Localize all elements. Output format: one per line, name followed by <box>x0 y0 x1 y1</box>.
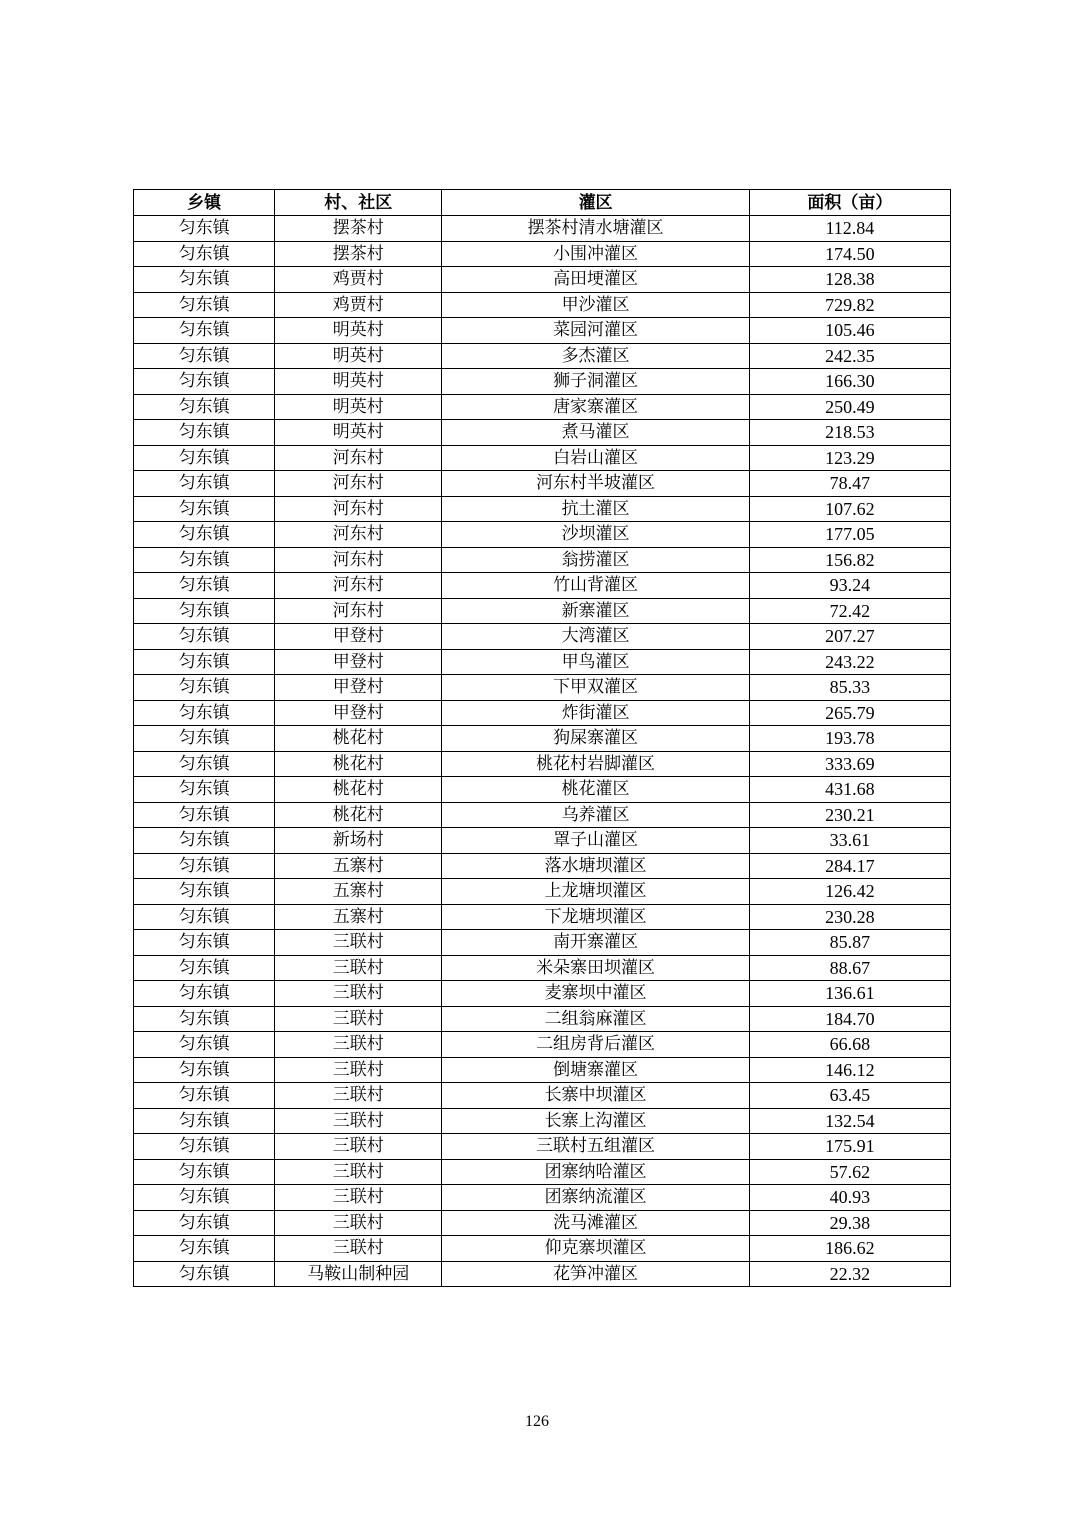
cell-irrigation-area: 白岩山灌区 <box>442 445 749 471</box>
table-row <box>134 777 951 803</box>
cell-township: 匀东镇 <box>134 1236 275 1262</box>
table-row <box>134 879 951 905</box>
cell-irrigation-area: 上龙塘坝灌区 <box>442 879 749 905</box>
table-row <box>134 1261 951 1287</box>
cell-township: 匀东镇 <box>134 981 275 1007</box>
table-row <box>134 1236 951 1262</box>
table-row <box>134 904 951 930</box>
cell-township: 匀东镇 <box>134 292 275 318</box>
cell-area-mu: 136.61 <box>749 981 950 1007</box>
cell-village: 甲登村 <box>275 675 442 701</box>
cell-village: 明英村 <box>275 343 442 369</box>
cell-township: 匀东镇 <box>134 1083 275 1109</box>
cell-village: 五寨村 <box>275 879 442 905</box>
cell-township: 匀东镇 <box>134 394 275 420</box>
table-body <box>134 216 951 1287</box>
cell-irrigation-area: 高田埂灌区 <box>442 267 749 293</box>
cell-township: 匀东镇 <box>134 1210 275 1236</box>
cell-irrigation-area: 抗土灌区 <box>442 496 749 522</box>
cell-irrigation-area: 小围冲灌区 <box>442 241 749 267</box>
cell-area-mu: 72.42 <box>749 598 950 624</box>
cell-area-mu: 29.38 <box>749 1210 950 1236</box>
cell-area-mu: 105.46 <box>749 318 950 344</box>
cell-township: 匀东镇 <box>134 318 275 344</box>
cell-area-mu: 107.62 <box>749 496 950 522</box>
cell-irrigation-area: 下龙塘坝灌区 <box>442 904 749 930</box>
table-row <box>134 751 951 777</box>
cell-township: 匀东镇 <box>134 649 275 675</box>
cell-township: 匀东镇 <box>134 930 275 956</box>
cell-village: 明英村 <box>275 420 442 446</box>
cell-village: 三联村 <box>275 1210 442 1236</box>
cell-area-mu: 186.62 <box>749 1236 950 1262</box>
cell-township: 匀东镇 <box>134 573 275 599</box>
cell-township: 匀东镇 <box>134 241 275 267</box>
cell-township: 匀东镇 <box>134 828 275 854</box>
cell-area-mu: 66.68 <box>749 1032 950 1058</box>
cell-township: 匀东镇 <box>134 904 275 930</box>
cell-area-mu: 729.82 <box>749 292 950 318</box>
cell-village: 河东村 <box>275 522 442 548</box>
cell-village: 三联村 <box>275 1185 442 1211</box>
table-row <box>134 649 951 675</box>
cell-area-mu: 207.27 <box>749 624 950 650</box>
cell-irrigation-area: 炸街灌区 <box>442 700 749 726</box>
cell-irrigation-area: 长寨上沟灌区 <box>442 1108 749 1134</box>
cell-area-mu: 250.49 <box>749 394 950 420</box>
cell-area-mu: 63.45 <box>749 1083 950 1109</box>
cell-township: 匀东镇 <box>134 853 275 879</box>
cell-area-mu: 166.30 <box>749 369 950 395</box>
table-row <box>134 853 951 879</box>
table-row <box>134 343 951 369</box>
table-row <box>134 522 951 548</box>
cell-area-mu: 85.33 <box>749 675 950 701</box>
table-row <box>134 496 951 522</box>
cell-village: 桃花村 <box>275 751 442 777</box>
cell-area-mu: 40.93 <box>749 1185 950 1211</box>
cell-area-mu: 78.47 <box>749 471 950 497</box>
cell-irrigation-area: 新寨灌区 <box>442 598 749 624</box>
table-row <box>134 573 951 599</box>
cell-township: 匀东镇 <box>134 1108 275 1134</box>
cell-village: 摆茶村 <box>275 216 442 242</box>
table-row <box>134 1032 951 1058</box>
cell-irrigation-area: 狗屎寨灌区 <box>442 726 749 752</box>
cell-irrigation-area: 倒塘寨灌区 <box>442 1057 749 1083</box>
cell-irrigation-area: 桃花灌区 <box>442 777 749 803</box>
cell-area-mu: 146.12 <box>749 1057 950 1083</box>
table-row <box>134 1185 951 1211</box>
cell-irrigation-area: 甲沙灌区 <box>442 292 749 318</box>
cell-irrigation-area: 三联村五组灌区 <box>442 1134 749 1160</box>
header-village: 村、社区 <box>275 190 442 216</box>
cell-area-mu: 175.91 <box>749 1134 950 1160</box>
cell-irrigation-area: 甲鸟灌区 <box>442 649 749 675</box>
cell-village: 三联村 <box>275 1134 442 1160</box>
cell-village: 明英村 <box>275 394 442 420</box>
cell-area-mu: 177.05 <box>749 522 950 548</box>
cell-area-mu: 333.69 <box>749 751 950 777</box>
cell-area-mu: 57.62 <box>749 1159 950 1185</box>
cell-irrigation-area: 南开寨灌区 <box>442 930 749 956</box>
cell-area-mu: 93.24 <box>749 573 950 599</box>
cell-area-mu: 230.21 <box>749 802 950 828</box>
cell-irrigation-area: 长寨中坝灌区 <box>442 1083 749 1109</box>
cell-village: 鸡贾村 <box>275 292 442 318</box>
table-row <box>134 369 951 395</box>
table-row <box>134 420 951 446</box>
cell-village: 河东村 <box>275 471 442 497</box>
table-row <box>134 1108 951 1134</box>
cell-township: 匀东镇 <box>134 267 275 293</box>
table-row <box>134 547 951 573</box>
table-row <box>134 802 951 828</box>
cell-village: 三联村 <box>275 1236 442 1262</box>
cell-village: 明英村 <box>275 369 442 395</box>
cell-irrigation-area: 花笋冲灌区 <box>442 1261 749 1287</box>
cell-area-mu: 126.42 <box>749 879 950 905</box>
cell-township: 匀东镇 <box>134 522 275 548</box>
table-header <box>134 190 951 216</box>
cell-township: 匀东镇 <box>134 1185 275 1211</box>
table-row <box>134 1210 951 1236</box>
cell-township: 匀东镇 <box>134 471 275 497</box>
header-irrigation-area: 灌区 <box>442 190 749 216</box>
cell-irrigation-area: 多杰灌区 <box>442 343 749 369</box>
table-row <box>134 700 951 726</box>
table-row <box>134 471 951 497</box>
cell-township: 匀东镇 <box>134 496 275 522</box>
cell-village: 鸡贾村 <box>275 267 442 293</box>
cell-village: 河东村 <box>275 547 442 573</box>
table-row <box>134 828 951 854</box>
cell-village: 三联村 <box>275 930 442 956</box>
cell-area-mu: 265.79 <box>749 700 950 726</box>
cell-irrigation-area: 米朵寨田坝灌区 <box>442 955 749 981</box>
cell-township: 匀东镇 <box>134 1159 275 1185</box>
cell-village: 明英村 <box>275 318 442 344</box>
cell-area-mu: 112.84 <box>749 216 950 242</box>
cell-irrigation-area: 团寨纳哈灌区 <box>442 1159 749 1185</box>
header-township: 乡镇 <box>134 190 275 216</box>
cell-village: 甲登村 <box>275 649 442 675</box>
cell-area-mu: 230.28 <box>749 904 950 930</box>
table-row <box>134 394 951 420</box>
cell-village: 三联村 <box>275 1032 442 1058</box>
cell-village: 三联村 <box>275 1159 442 1185</box>
table-row <box>134 598 951 624</box>
cell-irrigation-area: 桃花村岩脚灌区 <box>442 751 749 777</box>
cell-irrigation-area: 唐家寨灌区 <box>442 394 749 420</box>
cell-township: 匀东镇 <box>134 1057 275 1083</box>
table-row <box>134 318 951 344</box>
cell-irrigation-area: 狮子洞灌区 <box>442 369 749 395</box>
cell-irrigation-area: 乌养灌区 <box>442 802 749 828</box>
cell-township: 匀东镇 <box>134 369 275 395</box>
cell-area-mu: 88.67 <box>749 955 950 981</box>
cell-area-mu: 156.82 <box>749 547 950 573</box>
cell-village: 桃花村 <box>275 726 442 752</box>
cell-township: 匀东镇 <box>134 1006 275 1032</box>
cell-irrigation-area: 下甲双灌区 <box>442 675 749 701</box>
cell-area-mu: 184.70 <box>749 1006 950 1032</box>
cell-township: 匀东镇 <box>134 1032 275 1058</box>
cell-area-mu: 174.50 <box>749 241 950 267</box>
table-row <box>134 1057 951 1083</box>
cell-irrigation-area: 大湾灌区 <box>442 624 749 650</box>
cell-village: 三联村 <box>275 1006 442 1032</box>
cell-village: 桃花村 <box>275 777 442 803</box>
cell-township: 匀东镇 <box>134 216 275 242</box>
table-row <box>134 1083 951 1109</box>
cell-township: 匀东镇 <box>134 445 275 471</box>
cell-village: 河东村 <box>275 573 442 599</box>
table-row <box>134 675 951 701</box>
cell-area-mu: 85.87 <box>749 930 950 956</box>
table-row <box>134 241 951 267</box>
table-row <box>134 726 951 752</box>
table-row <box>134 624 951 650</box>
cell-irrigation-area: 沙坝灌区 <box>442 522 749 548</box>
cell-irrigation-area: 落水塘坝灌区 <box>442 853 749 879</box>
cell-village: 河东村 <box>275 496 442 522</box>
cell-irrigation-area: 麦寨坝中灌区 <box>442 981 749 1007</box>
cell-village: 三联村 <box>275 981 442 1007</box>
cell-area-mu: 243.22 <box>749 649 950 675</box>
cell-area-mu: 123.29 <box>749 445 950 471</box>
cell-township: 匀东镇 <box>134 624 275 650</box>
cell-village: 河东村 <box>275 445 442 471</box>
cell-village: 甲登村 <box>275 700 442 726</box>
cell-township: 匀东镇 <box>134 675 275 701</box>
table-row <box>134 981 951 1007</box>
cell-township: 匀东镇 <box>134 700 275 726</box>
header-area-mu: 面积（亩） <box>749 190 950 216</box>
cell-township: 匀东镇 <box>134 879 275 905</box>
cell-irrigation-area: 翁捞灌区 <box>442 547 749 573</box>
table-row <box>134 267 951 293</box>
header-row <box>134 190 951 216</box>
cell-village: 马鞍山制种园 <box>275 1261 442 1287</box>
cell-village: 三联村 <box>275 955 442 981</box>
cell-village: 三联村 <box>275 1083 442 1109</box>
cell-irrigation-area: 竹山背灌区 <box>442 573 749 599</box>
cell-village: 五寨村 <box>275 853 442 879</box>
cell-area-mu: 33.61 <box>749 828 950 854</box>
cell-township: 匀东镇 <box>134 955 275 981</box>
page-number: 126 <box>525 1413 549 1430</box>
cell-irrigation-area: 罩子山灌区 <box>442 828 749 854</box>
cell-village: 新场村 <box>275 828 442 854</box>
cell-village: 桃花村 <box>275 802 442 828</box>
cell-area-mu: 284.17 <box>749 853 950 879</box>
irrigation-area-table <box>133 189 951 1287</box>
cell-township: 匀东镇 <box>134 1134 275 1160</box>
cell-irrigation-area: 二组房背后灌区 <box>442 1032 749 1058</box>
cell-irrigation-area: 仰克寨坝灌区 <box>442 1236 749 1262</box>
cell-village: 三联村 <box>275 1108 442 1134</box>
cell-irrigation-area: 团寨纳流灌区 <box>442 1185 749 1211</box>
cell-village: 三联村 <box>275 1057 442 1083</box>
cell-village: 河东村 <box>275 598 442 624</box>
table-row <box>134 216 951 242</box>
cell-township: 匀东镇 <box>134 547 275 573</box>
cell-irrigation-area: 洗马滩灌区 <box>442 1210 749 1236</box>
cell-township: 匀东镇 <box>134 777 275 803</box>
table-row <box>134 955 951 981</box>
cell-township: 匀东镇 <box>134 598 275 624</box>
cell-township: 匀东镇 <box>134 1261 275 1287</box>
cell-irrigation-area: 二组翁麻灌区 <box>442 1006 749 1032</box>
table-row <box>134 1134 951 1160</box>
cell-irrigation-area: 菜园河灌区 <box>442 318 749 344</box>
table-row <box>134 1159 951 1185</box>
cell-area-mu: 132.54 <box>749 1108 950 1134</box>
cell-area-mu: 242.35 <box>749 343 950 369</box>
cell-area-mu: 193.78 <box>749 726 950 752</box>
cell-township: 匀东镇 <box>134 802 275 828</box>
cell-area-mu: 431.68 <box>749 777 950 803</box>
table-row <box>134 292 951 318</box>
cell-irrigation-area: 摆茶村清水塘灌区 <box>442 216 749 242</box>
cell-village: 摆茶村 <box>275 241 442 267</box>
cell-township: 匀东镇 <box>134 726 275 752</box>
cell-area-mu: 128.38 <box>749 267 950 293</box>
table-row <box>134 1006 951 1032</box>
cell-township: 匀东镇 <box>134 343 275 369</box>
cell-township: 匀东镇 <box>134 751 275 777</box>
cell-village: 五寨村 <box>275 904 442 930</box>
cell-village: 甲登村 <box>275 624 442 650</box>
cell-irrigation-area: 河东村半坡灌区 <box>442 471 749 497</box>
cell-irrigation-area: 煮马灌区 <box>442 420 749 446</box>
table-row <box>134 445 951 471</box>
cell-area-mu: 218.53 <box>749 420 950 446</box>
cell-township: 匀东镇 <box>134 420 275 446</box>
cell-area-mu: 22.32 <box>749 1261 950 1287</box>
table-row <box>134 930 951 956</box>
